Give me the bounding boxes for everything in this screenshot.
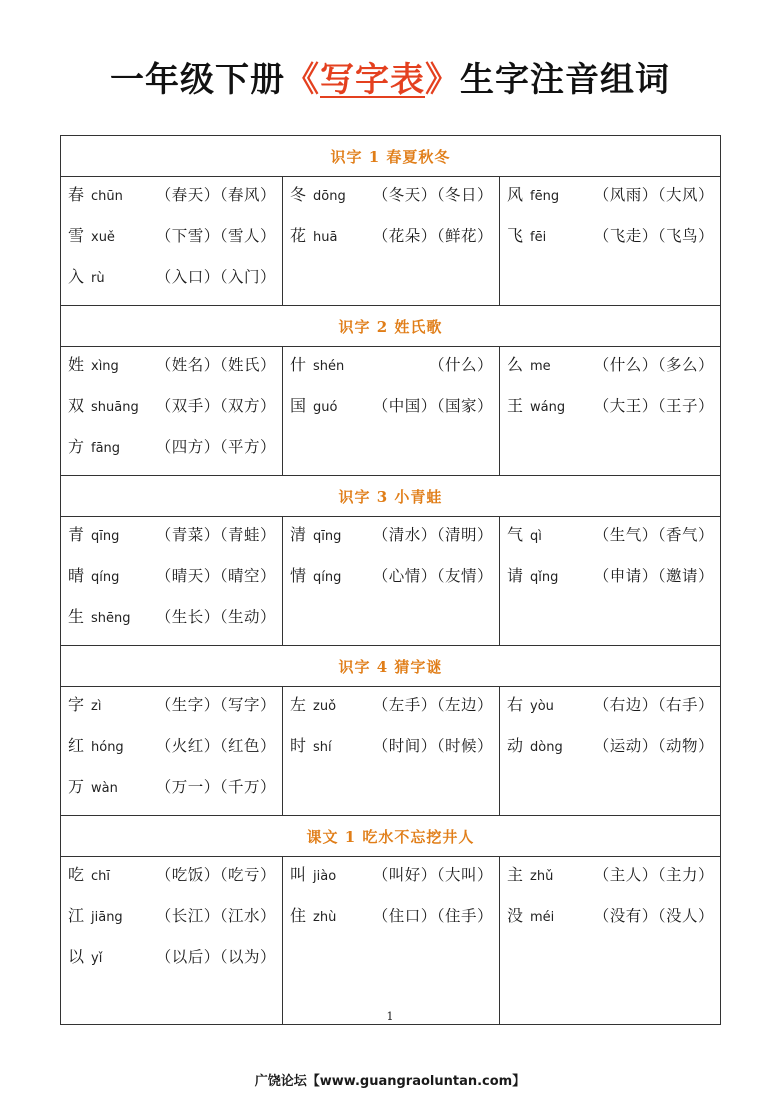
section-heading-row [61,646,721,687]
word-examples: （主人）（主力） [593,866,714,884]
pinyin: shuāng [91,400,139,415]
pinyin: xìng [91,359,119,374]
character-entry [290,223,493,264]
character-entry [290,393,493,434]
word-examples: （冬天）（冬日） [372,186,493,204]
hanzi-character: 入 [68,267,85,286]
pinyin: chūn [91,189,123,204]
character-entry [507,522,714,563]
page-number: 1 [386,1010,394,1023]
hanzi-character: 没 [507,906,524,925]
hanzi-character: 叫 [290,865,307,884]
entry-column [500,177,721,306]
word-examples: （中国）（国家） [372,397,493,415]
entry-column [500,517,721,646]
hanzi-character: 什 [290,355,307,374]
pinyin: qīng [91,529,120,544]
character-entry [68,182,276,223]
word-examples: （四方）（平方） [155,438,276,456]
word-examples: （生字）（写字） [155,696,276,714]
character-entry [68,692,276,733]
section-heading-row [61,136,721,177]
character-entry [68,862,276,903]
character-entry [507,352,714,393]
hanzi-character: 国 [290,396,307,415]
word-examples: （时间）（时候） [372,737,493,755]
character-entry [68,903,276,944]
hanzi-character: 动 [507,736,524,755]
pinyin: qì [530,529,542,544]
section-heading: 识字 4 猜字谜 [61,646,721,687]
word-examples: （吃饭）（吃亏） [155,866,276,884]
section-heading: 课文 1 吃水不忘挖井人 [61,816,721,857]
hanzi-character: 飞 [507,226,524,245]
character-entry [507,903,714,944]
word-examples: （火红）（红色） [155,737,276,755]
pinyin: jiào [313,869,337,884]
section-heading: 识字 1 春夏秋冬 [61,136,721,177]
pinyin: zì [91,699,102,714]
section-heading-row [61,816,721,857]
word-examples: （晴天）（晴空） [155,567,276,585]
entry-column [61,177,283,306]
entry-column [283,687,500,816]
character-entry [68,733,276,774]
section-body-row [61,687,721,816]
hanzi-character: 江 [68,906,85,925]
character-entry [290,692,493,733]
character-entry [68,774,276,815]
entry-column [283,347,500,476]
word-examples: （长江）（江水） [155,907,276,925]
word-examples: （花朵）（鲜花） [372,227,493,245]
hanzi-character: 情 [290,566,307,585]
hanzi-character: 万 [68,777,85,796]
hanzi-character: 红 [68,736,85,755]
hanzi-character: 姓 [68,355,85,374]
word-examples: （右边）（右手） [593,696,714,714]
character-table [60,135,721,1025]
word-examples: （什么） [428,356,493,374]
character-entry [507,692,714,733]
footer-source: 广饶论坛【www.guangraoluntan.com】 [254,1074,526,1089]
word-examples: （双手）（双方） [155,397,276,415]
title-suffix: 生字注音组词 [460,60,670,100]
word-examples: （运动）（动物） [593,737,714,755]
hanzi-character: 左 [290,695,307,714]
hanzi-character: 冬 [290,185,307,204]
pinyin: méi [530,910,555,925]
character-entry [507,393,714,434]
pinyin: fāng [91,441,121,456]
hanzi-character: 风 [507,185,524,204]
word-examples: （入口）（入门） [155,268,276,286]
section-heading-row [61,476,721,517]
pinyin: qǐng [530,570,559,585]
section-body-row [61,347,721,476]
hanzi-character: 以 [68,947,85,966]
hanzi-character: 春 [68,185,85,204]
word-examples: （生长）（生动） [155,608,276,626]
pinyin: guó [313,400,338,415]
entry-column [61,687,283,816]
word-examples: （心情）（友情） [372,567,493,585]
pinyin: yòu [530,699,554,714]
word-examples: （飞走）（飞鸟） [593,227,714,245]
hanzi-character: 双 [68,396,85,415]
entry-column [283,177,500,306]
character-entry [507,223,714,264]
title-highlight-text: 写字表 [320,60,425,100]
entry-column [283,517,500,646]
word-examples: （清水）（清明） [372,526,493,544]
hanzi-character: 么 [507,355,524,374]
character-entry [290,182,493,223]
character-entry [290,352,493,393]
section-body-row [61,517,721,646]
title-prefix: 一年级下册 [110,60,285,100]
pinyin: qíng [91,570,120,585]
pinyin: hóng [91,740,124,755]
word-examples: （青菜）（青蛙） [155,526,276,544]
pinyin: zuǒ [313,699,337,714]
pinyin: wáng [530,400,566,415]
hanzi-character: 时 [290,736,307,755]
pinyin: shén [313,359,345,374]
section-body-row [61,177,721,306]
title-highlight [285,60,460,100]
hanzi-character: 花 [290,226,307,245]
pinyin: fēi [530,230,547,245]
pinyin: dòng [530,740,563,755]
character-entry [68,393,276,434]
entry-column [61,517,283,646]
word-examples: （生气）（香气） [593,526,714,544]
title-bracket-close: 》 [425,60,460,100]
entry-column [61,347,283,476]
word-examples: （住口）（住手） [372,907,493,925]
section-heading: 识字 2 姓氏歌 [61,306,721,347]
pinyin: fēng [530,189,560,204]
hanzi-character: 王 [507,396,524,415]
character-entry [507,182,714,223]
section-heading-row [61,306,721,347]
pinyin: jiāng [91,910,123,925]
character-entry [68,522,276,563]
character-entry [68,434,276,475]
character-entry [68,352,276,393]
character-entry [507,862,714,903]
word-examples: （大王）（王子） [593,397,714,415]
entry-column [283,857,500,1025]
pinyin: me [530,359,551,374]
page-title [0,52,780,101]
hanzi-character: 请 [507,566,524,585]
hanzi-character: 主 [507,865,524,884]
pinyin: huā [313,230,338,245]
pinyin: dōng [313,189,346,204]
pinyin: shēng [91,611,131,626]
word-examples: （没有）（没人） [593,907,714,925]
hanzi-character: 清 [290,525,307,544]
pinyin: zhǔ [530,869,554,884]
hanzi-character: 雪 [68,226,85,245]
hanzi-character: 气 [507,525,524,544]
hanzi-character: 字 [68,695,85,714]
pinyin: zhù [313,910,337,925]
pinyin: rù [91,271,105,286]
character-entry [68,264,276,305]
hanzi-character: 晴 [68,566,85,585]
pinyin: wàn [91,781,118,796]
character-entry [68,604,276,645]
hanzi-character: 吃 [68,865,85,884]
character-entry [507,733,714,774]
entry-column [61,857,283,1025]
hanzi-character: 青 [68,525,85,544]
title-bracket-open: 《 [285,60,320,100]
entry-column [500,687,721,816]
character-entry [68,223,276,264]
character-entry [290,903,493,944]
hanzi-character: 右 [507,695,524,714]
word-examples: （春天）（春风） [155,186,276,204]
section-heading: 识字 3 小青蛙 [61,476,721,517]
pinyin: qíng [313,570,342,585]
pinyin: chī [91,869,110,884]
word-examples: （风雨）（大风） [593,186,714,204]
hanzi-character: 住 [290,906,307,925]
character-entry [507,563,714,604]
entry-column [500,857,721,1025]
character-entry [290,862,493,903]
pinyin: shí [313,740,332,755]
word-examples: （以后）（以为） [155,948,276,966]
word-examples: （申请）（邀请） [593,567,714,585]
character-entry [290,733,493,774]
word-examples: （左手）（左边） [372,696,493,714]
word-examples: （万一）（千万） [155,778,276,796]
word-examples: （什么）（多么） [593,356,714,374]
pinyin: yǐ [91,951,103,966]
word-examples: （叫好）（大叫） [372,866,493,884]
character-entry [68,563,276,604]
pinyin: xuě [91,230,115,245]
character-entry [290,563,493,604]
character-entry [290,522,493,563]
word-examples: （姓名）（姓氏） [155,356,276,374]
section-body-row [61,857,721,1025]
pinyin: qīng [313,529,342,544]
character-entry [68,944,276,985]
word-examples: （下雪）（雪人） [155,227,276,245]
entry-column [500,347,721,476]
hanzi-character: 方 [68,437,85,456]
hanzi-character: 生 [68,607,85,626]
